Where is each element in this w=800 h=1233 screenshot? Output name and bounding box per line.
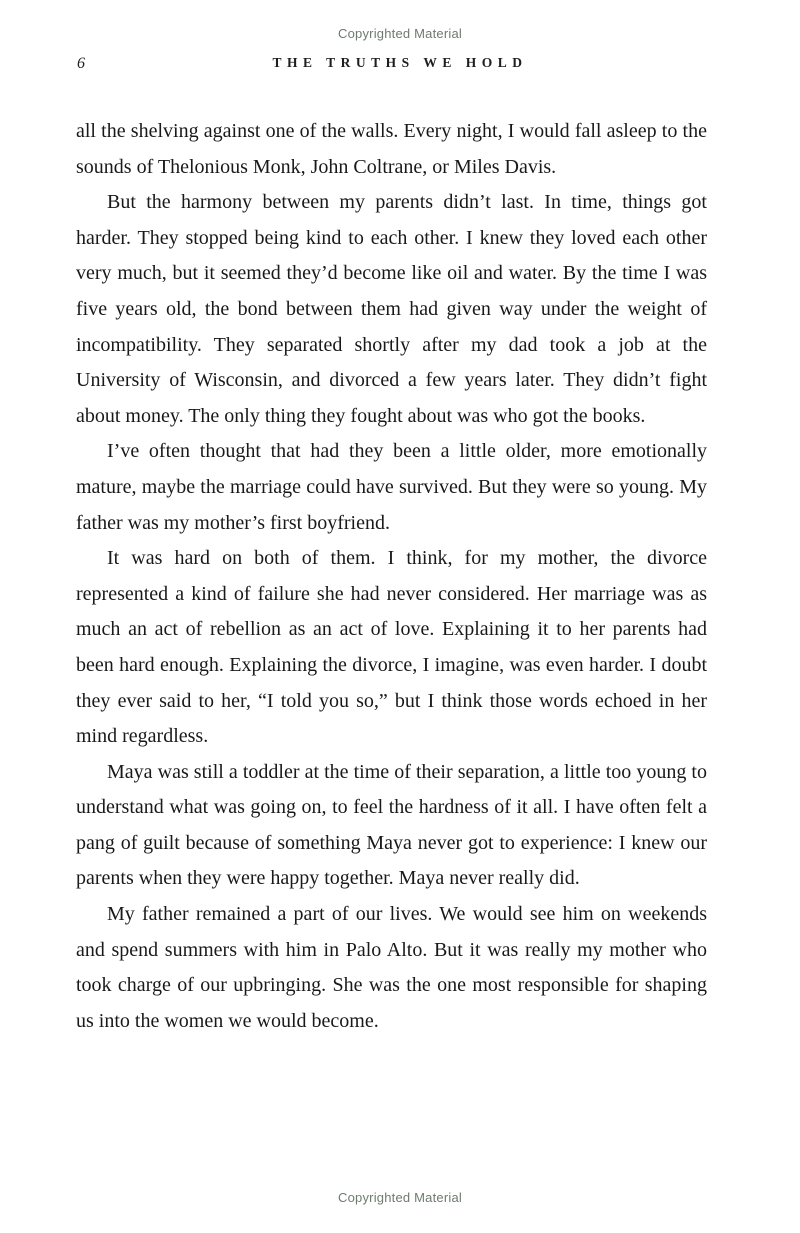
paragraph: It was hard on both of them. I think, for my mother, the divorce represented a kind of failure she had never considered. Her marriage was as much an act of rebellion as an act of love. Explaining it to her parents had been hard enough. Explaining the divorce, I imagine, was even harder. I doubt they ever said to her, “I told you so,” but I think those words echoed in her mind regardless. xyxy=(76,547,707,748)
paragraph: all the shelving against one of the walls. Every night, I would fall asleep to the sounds of Thelonious Monk, John Coltrane, or Miles Davis. xyxy=(76,120,707,178)
body-text xyxy=(76,114,707,1039)
page-header xyxy=(0,55,800,75)
paragraph: Maya was still a toddler at the time of their separation, a little too young to understand what was going on, to feel the hardness of it all. I have often felt a pang of guilt because of something Maya never got to experience: I knew our parents when they were happy together. Maya never really did. xyxy=(76,760,707,890)
copyright-notice-bottom: Copyrighted Material xyxy=(338,1190,462,1205)
paragraph: I’ve often thought that had they been a little older, more emotionally mature, maybe the marriage could have survived. But they were so young. My father was my mother’s first boyfriend. xyxy=(76,440,707,534)
copyright-notice-top: Copyrighted Material xyxy=(338,26,462,41)
page-number: 6 xyxy=(77,55,85,72)
paragraph: My father remained a part of our lives. We would see him on weekends and spend summers with him in Palo Alto. But it was really my mother who took charge of our upbringing. She was the one most responsible for shaping us into the women we would become. xyxy=(76,903,707,1032)
running-head-title: THE TRUTHS WE HOLD xyxy=(272,55,528,70)
paragraph: But the harmony between my parents didn’t last. In time, things got harder. They stopped being kind to each other. I knew they loved each other very much, but it seemed they’d become like oil and water. By the time I was five years old, the bond between them had given way under the weight of incompatibility. They separated shortly after my dad took a job at the University of Wisconsin, and divorced a few years later. They didn’t fight about money. The only thing they fought about was who got the books. xyxy=(76,191,707,427)
